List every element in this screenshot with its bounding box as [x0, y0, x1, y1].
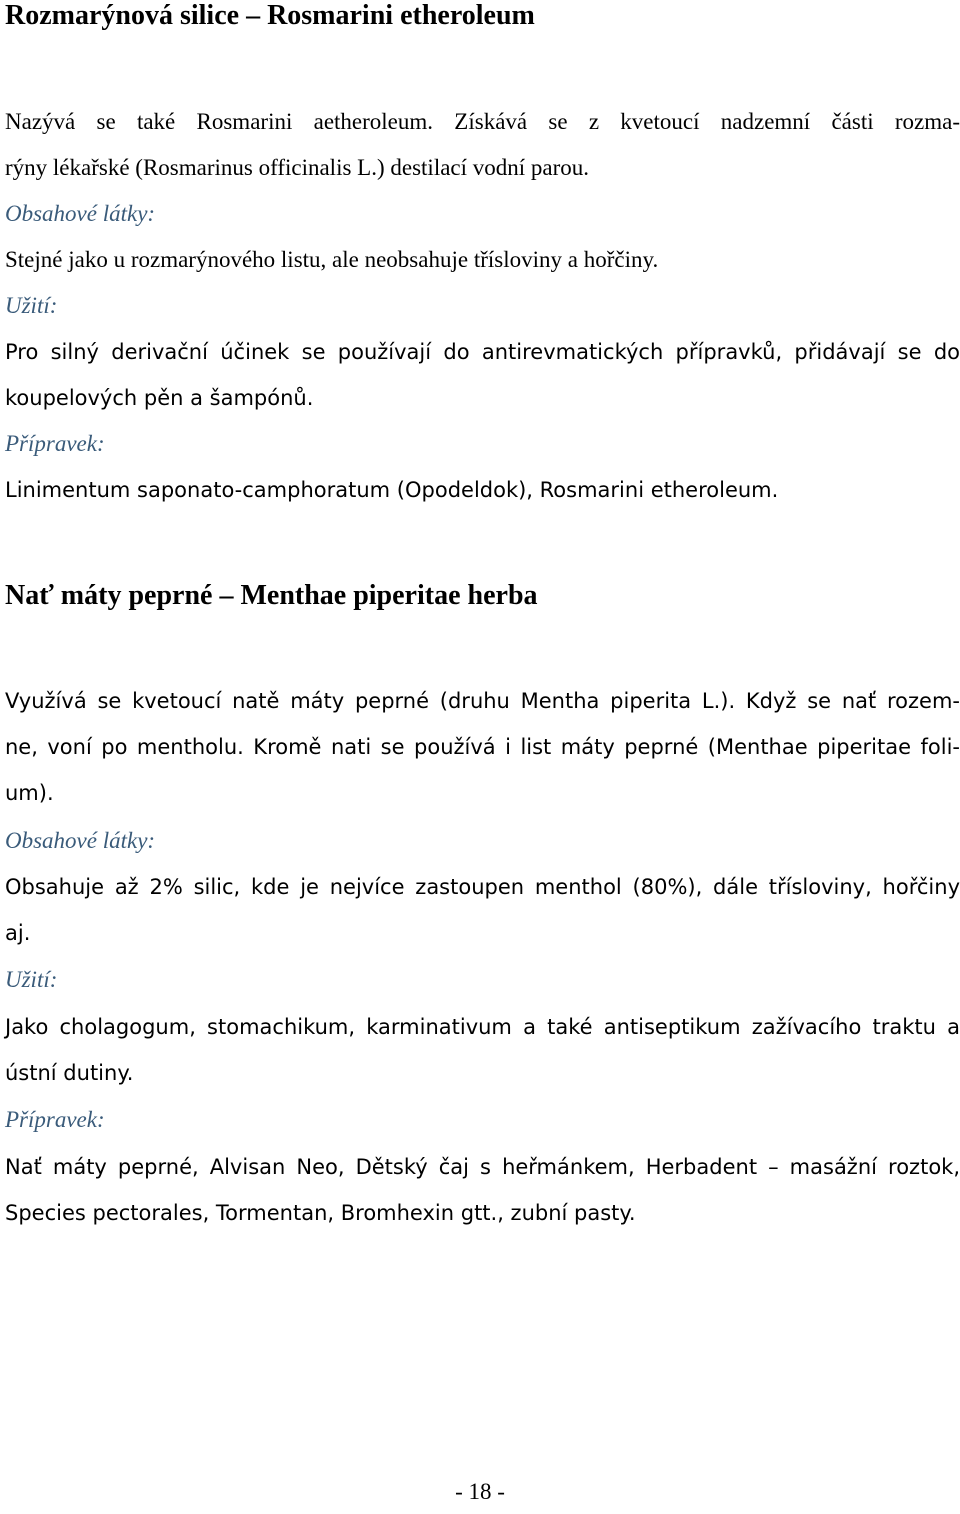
paragraph-line: Obsahuje až 2% silic, kde je nejvíce zastoupen menthol (80%), dále třísloviny, hořčiny [5, 875, 960, 899]
paragraph-line: um). [5, 781, 54, 805]
section-title-menthae: Nať máty peprné – Menthae piperitae herba [5, 580, 538, 611]
paragraph-line: rýny lékařské (Rosmarinus officinalis L.) destilací vodní parou. [5, 155, 590, 180]
paragraph-line: Jako cholagogum, stomachikum, karminativum a také antiseptikum zažívacího traktu a [5, 1015, 960, 1039]
paragraph-line: Pro silný derivační účinek se používají do antirevmatických přípravků, přidávají se do [5, 340, 960, 364]
paragraph-line: Linimentum saponato-camphoratum (Opodeldok), Rosmarini etheroleum. [5, 478, 779, 502]
paragraph-line: Využívá se kvetoucí natě máty peprné (druhu Mentha piperita L.). Když se nať rozem- [5, 689, 960, 713]
contents-label: Obsahové látky: [5, 201, 156, 226]
paragraph-line: Species pectorales, Tormentan, Bromhexin gtt., zubní pasty. [5, 1201, 636, 1225]
use-label: Užití: [5, 967, 58, 992]
preparation-label: Přípravek: [5, 431, 105, 456]
preparation-label: Přípravek: [5, 1107, 105, 1132]
paragraph-line: ústní dutiny. [5, 1061, 134, 1085]
section-title-rosmarini: Rozmarýnová silice – Rosmarini etheroleum [5, 0, 535, 31]
paragraph-line: Nať máty peprné, Alvisan Neo, Dětský čaj s heřmánkem, Herbadent – masážní roztok, [5, 1155, 960, 1179]
paragraph-line: Nazývá se také Rosmarini aetheroleum. Získává se z kvetoucí nadzemní části rozma- [5, 109, 960, 134]
contents-label: Obsahové látky: [5, 828, 156, 853]
paragraph-line: koupelových pěn a šampónů. [5, 386, 314, 410]
page-number: - 18 - [455, 1479, 505, 1504]
paragraph-line: Stejné jako u rozmarýnového listu, ale neobsahuje třísloviny a hořčiny. [5, 247, 659, 272]
paragraph-line: aj. [5, 921, 31, 945]
paragraph-line: ne, voní po mentholu. Kromě nati se používá i list máty peprné (Menthae piperitae foli- [5, 735, 960, 759]
use-label: Užití: [5, 293, 58, 318]
